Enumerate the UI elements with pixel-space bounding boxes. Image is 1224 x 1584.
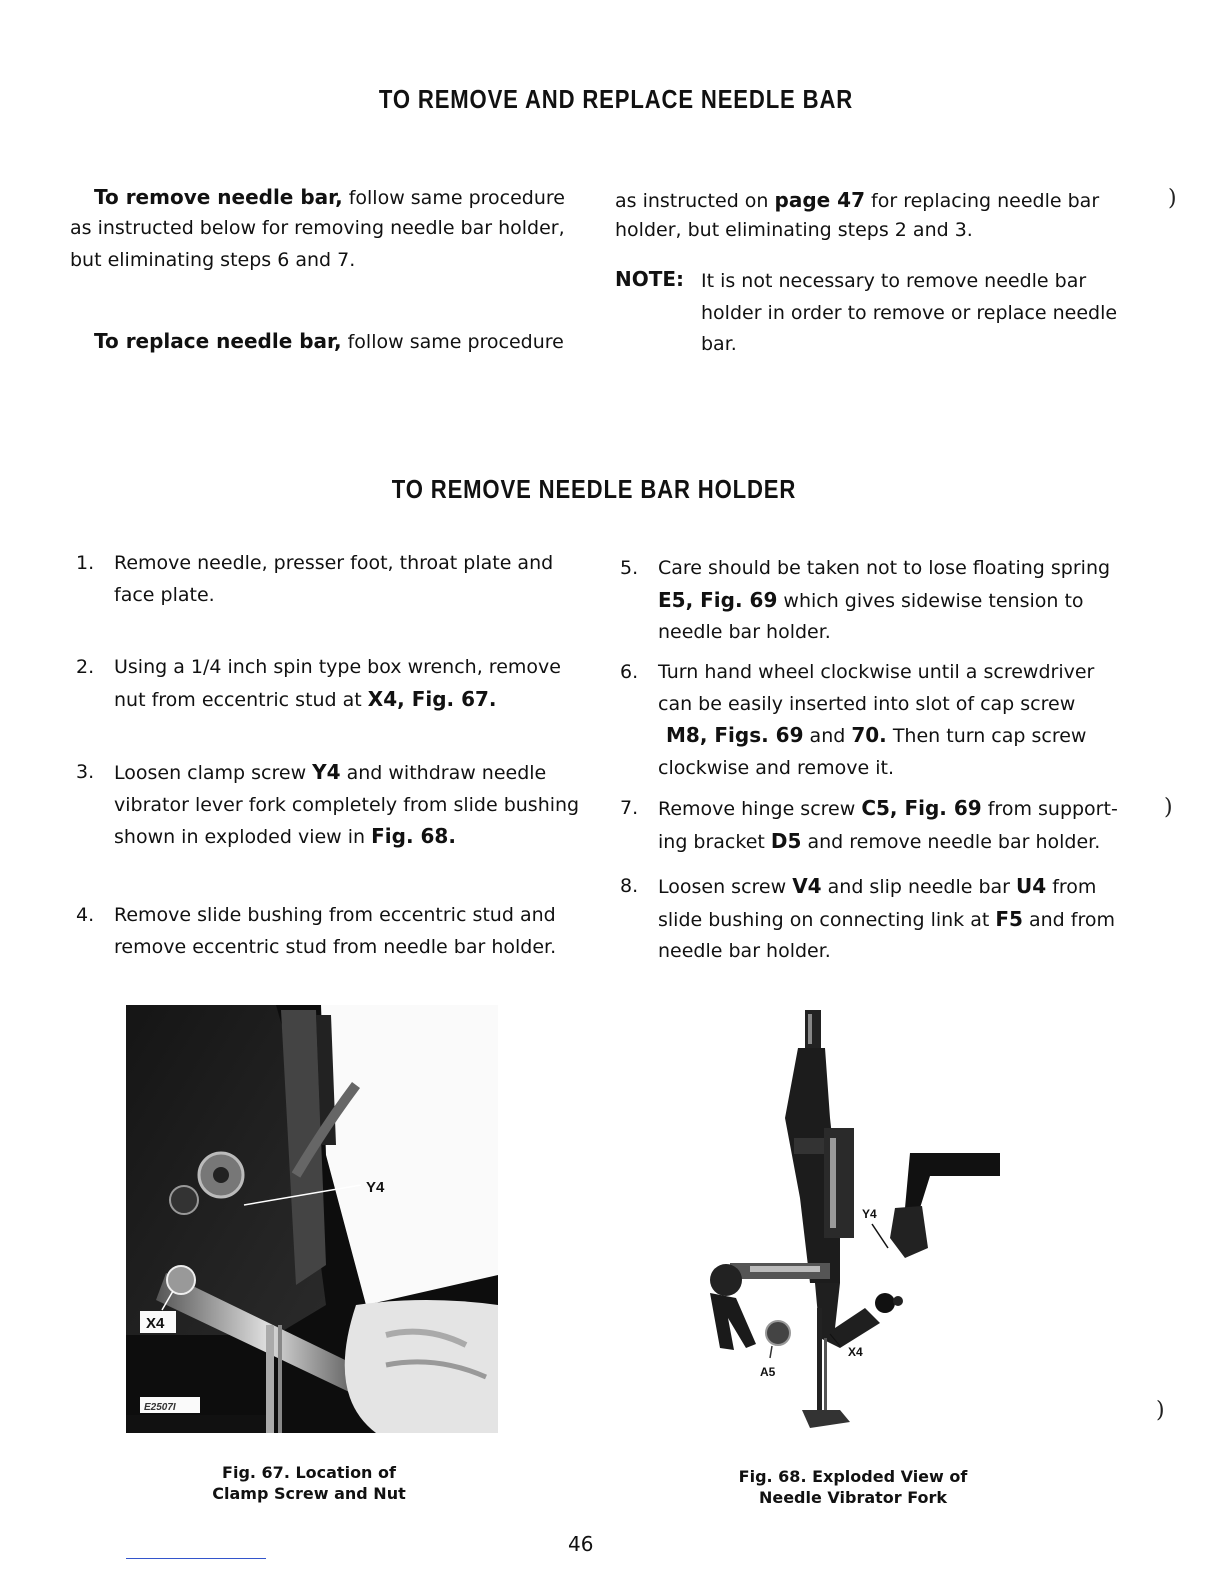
margin-mark: ) — [1168, 186, 1177, 211]
note-line-3: bar. — [701, 333, 737, 355]
replace-text-1: follow same procedure — [341, 331, 564, 353]
step-3 — [76, 757, 596, 857]
step-number: 6. — [620, 661, 639, 683]
step-ref: U4 — [1016, 874, 1047, 898]
step-ref: F5 — [995, 906, 1023, 931]
fig68-y4-label: Y4 — [862, 1207, 877, 1221]
step-text: and withdraw needle — [340, 762, 547, 784]
step-5 — [620, 553, 1140, 653]
step-line: Care should be taken not to lose floating spring — [658, 557, 1111, 579]
right-1a: as instructed on — [615, 190, 775, 212]
step-text: and — [803, 725, 852, 747]
step-ref: V4 — [792, 874, 822, 898]
step-number: 3. — [76, 761, 95, 783]
step-text: Loosen screw — [658, 876, 793, 898]
fig68-caption-line1: Fig. 68. Exploded View of — [738, 1467, 968, 1486]
step-body — [114, 900, 556, 963]
figure-67-photo — [126, 1005, 498, 1433]
step-number: 2. — [76, 656, 95, 678]
step-line — [658, 585, 1110, 618]
step-text: from — [1046, 876, 1097, 898]
step-line: Remove needle, presser foot, throat plate and — [114, 552, 554, 574]
step-line: face plate. — [114, 583, 215, 606]
step-text: and remove needle bar holder. — [801, 830, 1101, 853]
step-ref: Y4 — [312, 760, 341, 784]
fig67-x4-label: X4 — [146, 1315, 165, 1332]
right-line-1 — [615, 185, 1099, 217]
step-text: which gives sidewise tension to — [777, 589, 1084, 612]
fig67-caption — [196, 1462, 422, 1504]
step-text: shown in exploded view in — [114, 826, 372, 848]
step-ref: 70. — [851, 723, 887, 747]
page-ref: page 47 — [774, 188, 865, 212]
step-7 — [620, 793, 1140, 863]
step-ref: E5, Fig. 69 — [658, 587, 778, 612]
step-line: needle bar holder. — [658, 940, 831, 962]
step-line: needle bar holder. — [658, 621, 831, 643]
step-line — [658, 826, 1118, 859]
note-label — [615, 264, 684, 296]
fig67-stamp: E2507I — [144, 1402, 176, 1413]
footer-rule — [126, 1558, 266, 1559]
step-ref: Fig. 68. — [371, 824, 456, 848]
step-text: from support- — [981, 798, 1118, 820]
step-text: slide bushing on connecting link at — [658, 908, 996, 931]
step-text: Loosen clamp screw — [114, 762, 313, 784]
step-6 — [620, 657, 1140, 787]
section-title-remove-replace: TO REMOVE AND REPLACE NEEDLE BAR — [378, 84, 854, 114]
step-line — [658, 793, 1118, 826]
step-8 — [620, 871, 1140, 971]
fig67-caption-line1: Fig. 67. Location of — [222, 1463, 396, 1482]
fig68-caption-line2: Needle Vibrator Fork — [758, 1488, 948, 1507]
step-text: ing bracket — [658, 830, 771, 853]
note-label-text: NOTE: — [615, 267, 685, 291]
remove-text-1: follow same procedure — [342, 187, 565, 209]
step-line — [658, 904, 1115, 937]
step-ref: M8, Figs. 69 — [666, 723, 804, 747]
step-number: 5. — [620, 557, 639, 579]
lever-arm — [905, 1153, 1000, 1208]
right-line-2: holder, but eliminating steps 2 and 3. — [615, 219, 973, 241]
step-number: 1. — [76, 552, 95, 574]
step-2 — [76, 652, 596, 722]
page-number: 46 — [568, 1532, 594, 1556]
step-line: remove eccentric stud from needle bar holder. — [114, 935, 557, 958]
remove-needle-bar-line1 — [94, 182, 565, 214]
vibrator-fork — [890, 1206, 928, 1258]
step-text: and slip needle bar — [821, 876, 1017, 898]
step-number: 4. — [76, 904, 95, 926]
step-ref: X4, Fig. 67. — [367, 686, 497, 711]
fig68-x4-label: X4 — [848, 1345, 863, 1359]
remove-text-2: as instructed below for removing needle bar holder, — [70, 217, 565, 239]
step-number: 7. — [620, 797, 639, 819]
step-text: and from — [1022, 908, 1115, 931]
step-ref: C5, Fig. 69 — [861, 796, 982, 820]
eccentric-stud — [766, 1321, 790, 1345]
step-text: Remove hinge screw — [658, 798, 862, 820]
section-title-remove-holder: TO REMOVE NEEDLE BAR HOLDER — [391, 474, 797, 504]
step-4 — [76, 900, 596, 970]
step-text: nut from eccentric stud at — [114, 688, 368, 711]
note-line-2: holder in order to remove or replace needle — [701, 302, 1118, 324]
right-1c: for replacing needle bar — [865, 190, 1100, 212]
step-line: Using a 1/4 inch spin type box wrench, remove — [114, 656, 561, 678]
step-ref: D5 — [770, 828, 802, 853]
note-line-1: It is not necessary to remove needle bar — [701, 270, 1087, 292]
step-1 — [76, 548, 596, 618]
figure-68-exploded-view — [690, 1008, 1010, 1448]
step-line — [658, 871, 1115, 904]
step-line — [658, 720, 1094, 753]
step-line: Turn hand wheel clockwise until a screwdriver — [658, 661, 1095, 683]
step-line — [114, 757, 579, 790]
step-body — [658, 657, 1094, 784]
fig67-caption-line2: Clamp Screw and Nut — [212, 1484, 406, 1503]
step-line — [114, 821, 579, 854]
step-line — [114, 684, 561, 717]
margin-mark: ) — [1164, 795, 1173, 820]
fig67-y4-label: Y4 — [366, 1179, 385, 1196]
step-line: clockwise and remove it. — [658, 756, 894, 779]
replace-lead: To replace needle bar, — [94, 329, 342, 353]
remove-text-3: but eliminating steps 6 and 7. — [70, 249, 356, 271]
step-body — [114, 757, 579, 854]
step-text: Then turn cap screw — [886, 725, 1087, 747]
step-body — [658, 553, 1110, 649]
fig68-a5-label: A5 — [760, 1365, 776, 1379]
step-body — [114, 652, 561, 716]
step-line: vibrator lever fork completely from slide bushing — [114, 793, 580, 816]
step-body — [658, 793, 1118, 858]
replace-needle-bar-line1 — [94, 326, 564, 358]
step-number: 8. — [620, 875, 639, 897]
step-line: can be easily inserted into slot of cap screw — [658, 692, 1076, 715]
remove-lead: To remove needle bar, — [94, 185, 343, 209]
step-line: Remove slide bushing from eccentric stud and — [114, 904, 556, 926]
step-body — [114, 548, 553, 611]
step-body — [658, 871, 1115, 968]
margin-mark: ) — [1156, 1398, 1165, 1423]
fig68-caption — [738, 1466, 968, 1508]
